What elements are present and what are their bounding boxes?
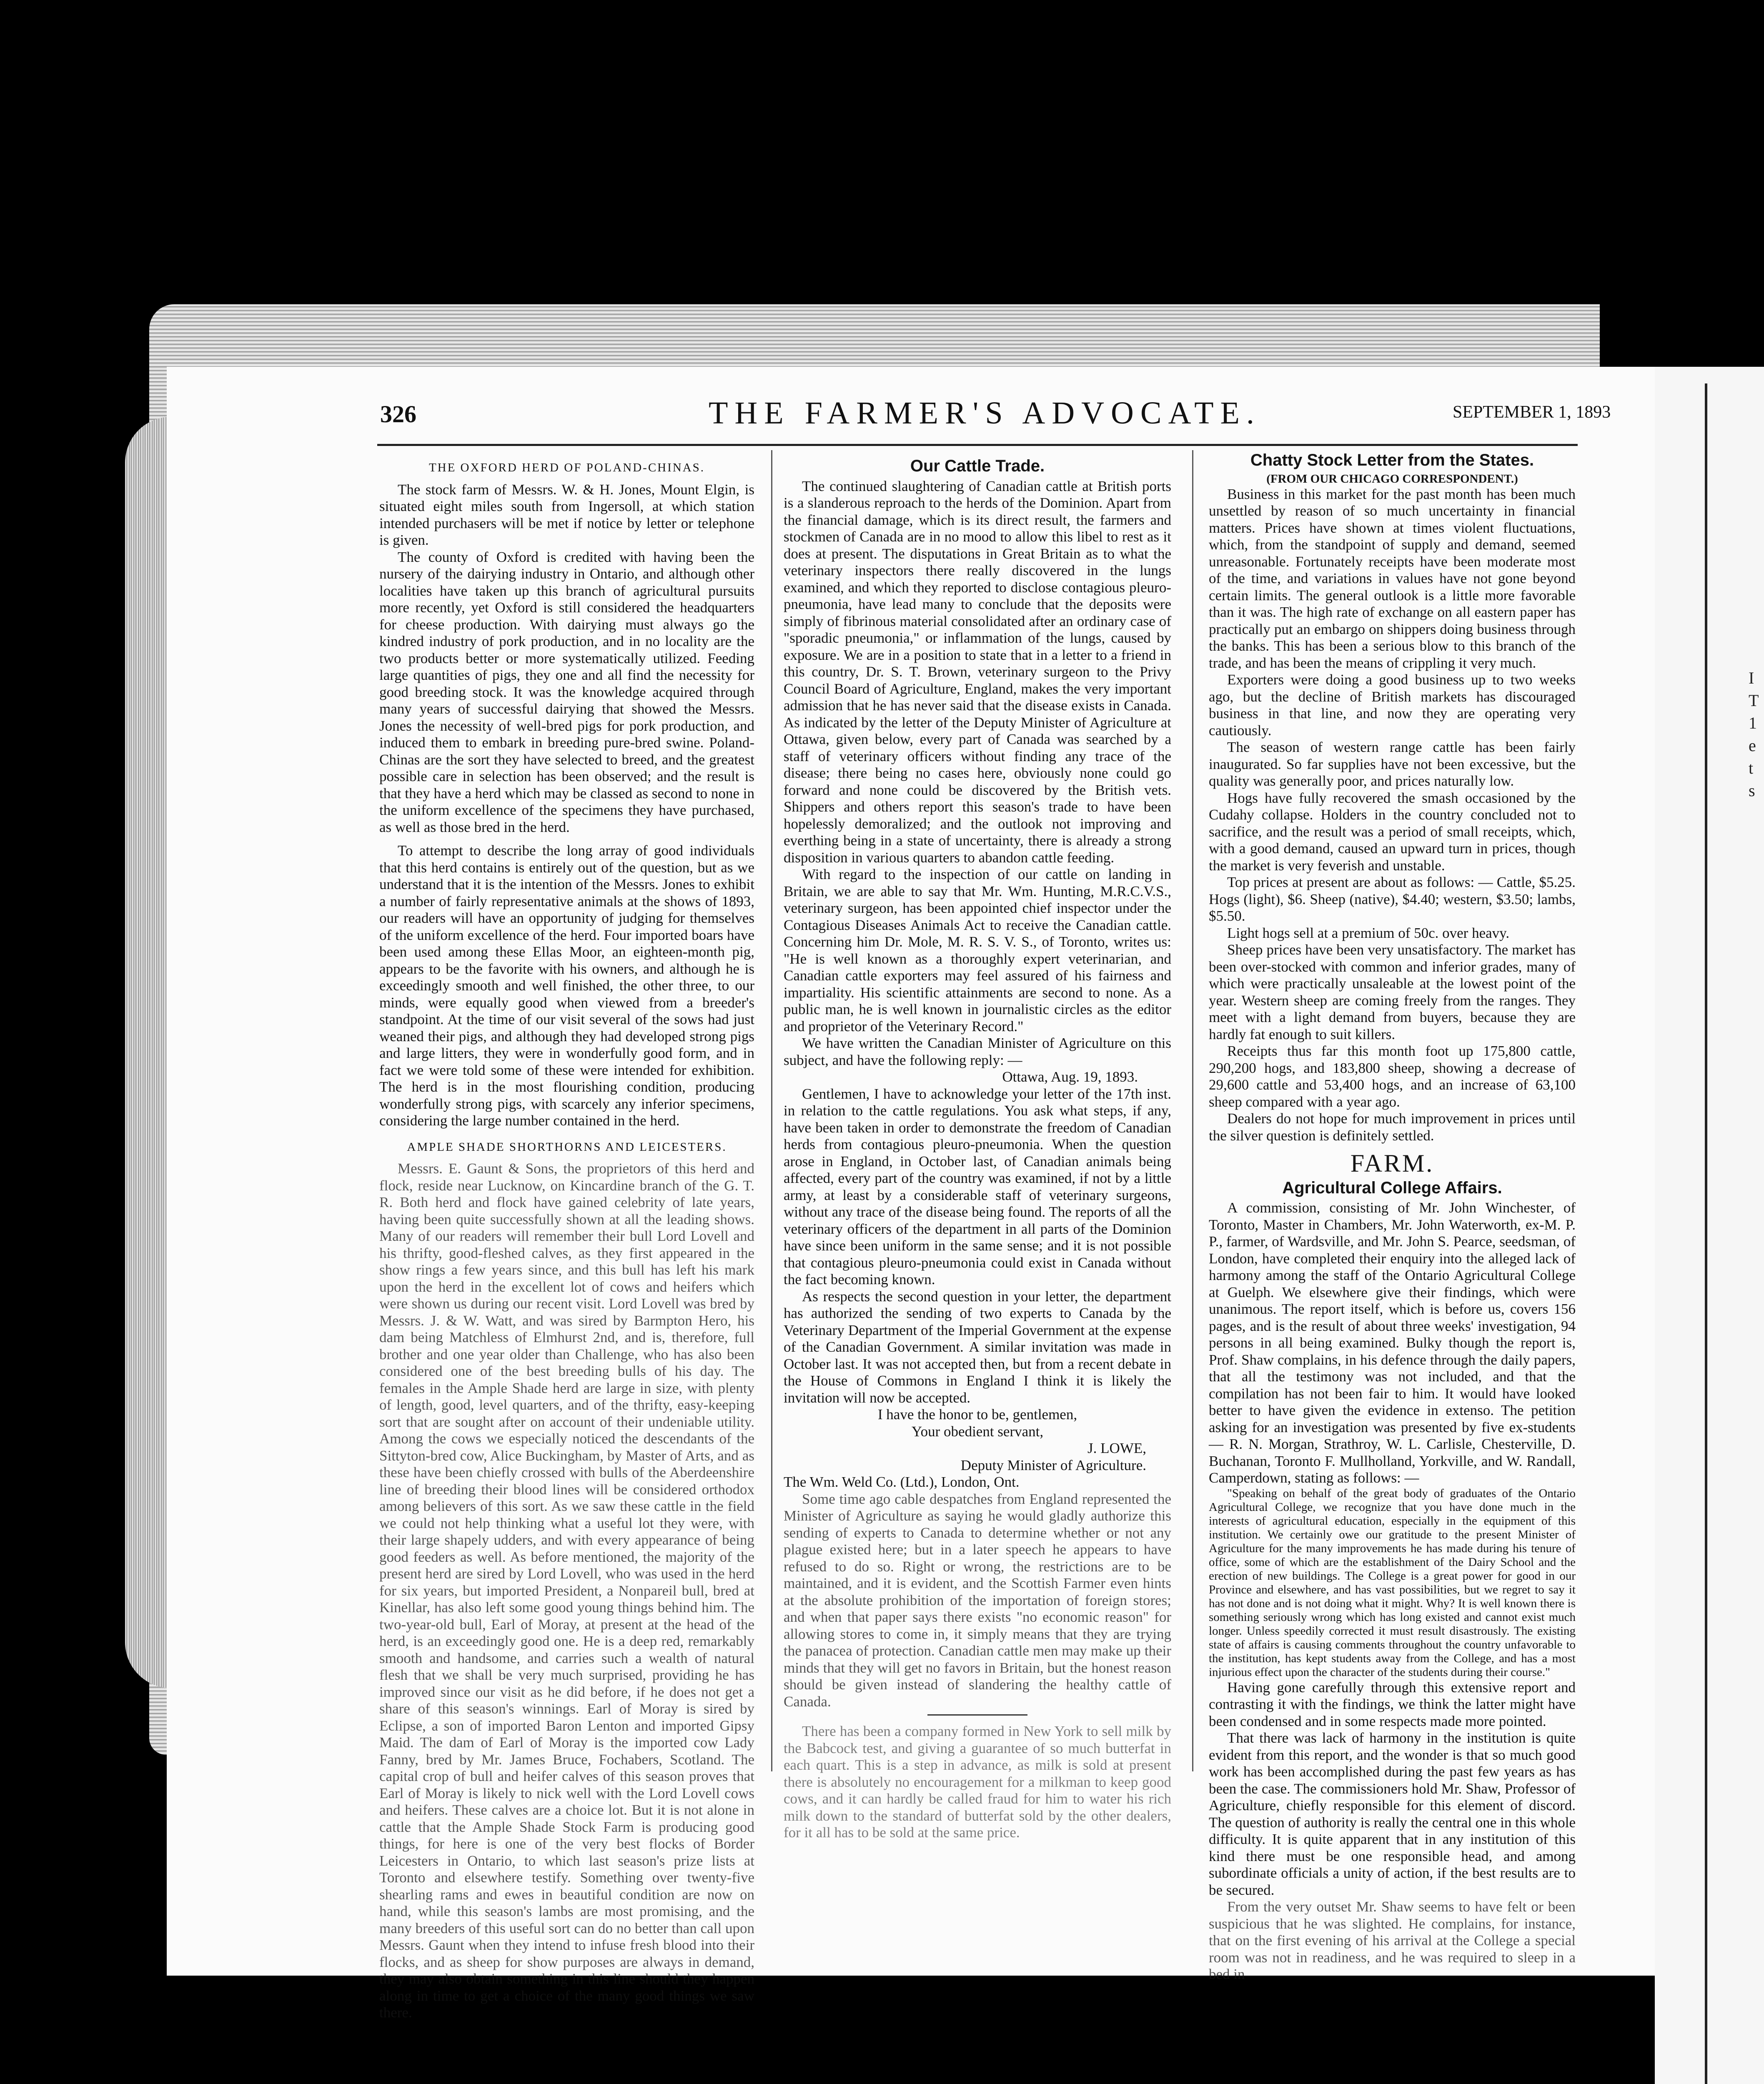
column-1 [379, 450, 754, 2021]
fragment: e [1749, 736, 1756, 755]
article-paragraph: There has been a company formed in New York to sell milk by the Babcock test, and giving a guarantee of so much butterfat in each quart. This is a step in advance, as milk is sold at present there is absolutely no encouragement for a milkman to keep good cows, and it can hardly be called fraud for him to water his rich milk down to the standard of butterfat sold by the other dealers, for it all has to be sold at the same price. [784, 1723, 1171, 1841]
article-paragraph: Light hogs sell at a premium of 50c. over heavy. [1227, 924, 1510, 941]
column-divider-1 [771, 450, 772, 1771]
column-2 [784, 450, 1171, 1841]
fragment: T [1749, 691, 1759, 710]
separator-rule [927, 1714, 1027, 1716]
letter-dateline: Ottawa, Aug. 19, 1893. [1002, 1069, 1138, 1085]
fragment: I [1749, 669, 1754, 687]
article-paragraph: A commission, consisting of Mr. John Winchester, of Toronto, Master in Chambers, Mr. John Waterworth, ex-M. P. P., farmer, of Wardsville, and Mr. John S. Pearce, seedsman, of London, have completed their enquiry into the alleged lack of harmony among the staff of the Ontario Agricultural College at Guelph. We elsewhere give their findings, which were unanimous. The report itself, which is before us, covers 156 pages, and is the result of about three weeks' investigation, 94 persons in all being examined. Bulky though the report is, Prof. Shaw complains, in his defence through the daily papers, that all the testimony was not included, and that the compilation has not been fair to him. It would have looked better to have given the evidence in extenso. The petition asking for an investigation was presented by five ex-students — R. N. Morgan, Strathroy, W. L. Carlisle, Chesterville, D. Buchanan, Toronto F. Mullholland, Yorkville, and W. Randall, Camperdown, stating as follows: — [1209, 1200, 1576, 1486]
article-paragraph: Top prices at present are about as follows: — Cattle, $5.25. Hogs (light), $6. Sheep (native), $4.40; western, $3.50; lambs, $5.50. [1209, 874, 1576, 924]
fragment: 1 [1749, 714, 1757, 732]
article-paragraph: Business in this market for the past month has been much unsettled by reason of so much uncertainty in financial matters. Prices have shown at times violent fluctuations, which, from the standpoint of supply and demand, seemed unreasonable. Fortunately receipts have been moderate most of the time, and variations in values have not gone beyond certain limits. The general outlook is a little more favorable than it was. The high rate of exchange on all eastern paper has practically put an embargo on shippers doing business through the banks. This has been a serious blow to this branch of the trade, and has been the means of crippling it very much. [1209, 486, 1576, 671]
section-title-farm: FARM. [1350, 1150, 1434, 1177]
letter-signer-title: Deputy Minister of Agriculture. [960, 1457, 1146, 1473]
article-subheading: (FROM OUR CHICAGO CORRESPONDENT.) [1266, 472, 1518, 486]
masthead-title: THE FARMER'S ADVOCATE. [709, 396, 1261, 431]
facing-page-edge [1655, 367, 1764, 2084]
article-paragraph: To attempt to describe the long array of good individuals that this herd contains is entirely out of the question, but as we understand that it is the intention of the Messrs. Jones to exhibit a number of fairly representative animals at the shows of 1893, our readers will have an opportunity of judging for themselves of the uniform excellence of the herd. Four imported boars have been used among these Ellas Moor, an eighteen-month pig, appears to be the favorite with his owners, and although he is exceedingly smooth and well finished, the other three, to our minds, were equally good when viewed from a breeder's standpoint. At the time of our visit several of the sows had just weaned their pigs, and although they had developed strong pigs and large litters, they were in wonderfully good form, and in fact we were told some of these were intended for exhibition. The herd is in the most flourishing condition, producing wonderfully strong pigs, with scarcely any inferior specimens, considering the large number contained in the herd. [379, 842, 754, 1129]
article-paragraph: The stock farm of Messrs. W. & H. Jones, Mount Elgin, is situated eight miles south from Ingersoll, at which station intended purchasers will be met if notice by letter or telephone is given. [379, 481, 754, 548]
column-divider-2 [1192, 450, 1193, 1771]
article-paragraph: Dealers do not hope for much improvement in prices until the silver question is definitely settled. [1209, 1110, 1576, 1144]
facing-page-text-fragments [1749, 667, 1759, 802]
book-spine-edge [125, 417, 171, 1688]
article-paragraph: Having gone carefully through this extensive report and contrasting it with the findings, we think the latter might have been condensed and in some respects made more pointed. [1209, 1679, 1576, 1729]
article-paragraph: Sheep prices have been very unsatisfactory. The market has been over-stocked with common and inferior grades, many of which were practically unsaleable at the lowest point of the year. Western sheep are coming freely from the ranges. They meet with a light demand from buyers, because they are hardly fat enough to suit killers. [1209, 942, 1576, 1042]
article-paragraph: The season of western range cattle has been fairly inaugurated. So far supplies have not been excessive, but the quality was generally poor, and prices naturally low. [1209, 739, 1576, 789]
letter-signer: J. LOWE, [1087, 1440, 1146, 1456]
letter-closing: I have the honor to be, gentlemen, [877, 1406, 1077, 1423]
article-paragraph: The continued slaughtering of Canadian cattle at British ports is a slanderous reproach to the herds of the Dominion. Apart from the financial damage, which is its direct result, the farmers and stockmen of Canada are in no mood to allow this libel to rest as it does at present. The disputations in Great Britain as to what the veterinary inspectors there really discovered in the lungs examined, and which they reported to disclose contagious pleuro-pneumonia, have lead many to conclude that the deposits were simply of fibrinous material consolidated after an ordinary case of "sporadic pneumonia," or inflammation of the lungs, caused by exposure. We are in a position to state that in a letter to a friend in this country, Dr. S. T. Brown, veterinary surgeon to the Privy Council Board of Agriculture, England, makes the very important admission that he has never said that the disease exists in Canada. As indicated by the letter of the Deputy Minister of Agriculture at Ottawa, given below, every part of Canada was searched by a staff of veterinary officers without finding any trace of the disease; there being no cases here, obviously none could go forward and none could be discovered by the British vets. Shippers and others report this season's trade to have been hopelessly demoralized; and the outlook not improving and everthing being in a state of uncertainty, there is already a strong disposition in various quarters to abandon cattle feeding. [784, 478, 1171, 866]
article-paragraph: Messrs. E. Gaunt & Sons, the proprietors of this herd and flock, reside near Lucknow, on Kincardine branch of the G. T. R. Both herd and flock have gained celebrity of late years, having been quite successfully shown at all the leading shows. Many of our readers will remember their bull Lord Lovell and his thrifty, good-fleshed calves, as they first appeared in the show rings a few years since, and this bull has left his mark upon the herd in the excellent lot of cows and heifers which were shown us during our recent visit. Lord Lovell was bred by Messrs. J. & W. Watt, and was sired by Barmpton Hero, his dam being Matchless of Elmhurst 2nd, and is, therefore, full brother and one year older than Challenge, who has also been considered one of the best breeding bulls of his day. The females in the Ample Shade herd are large in size, with plenty of length, good, level quarters, and of the thrifty, easy-keeping sort that are sought after on account of their undeniable utility. Among the cows we especially noticed the descendants of the Sittyton-bred cow, Alice Buckingham, by Master of Arts, and as these have been chiefly crossed with bulls of the Aberdeenshire line of breeding their blood lines will be considered orthodox among believers of this sort. As we saw these cattle in the field we could not help thinking what a useful lot they were, with their large shapely udders, and with every appearance of being good feeders as well. As before mentioned, the majority of the present herd are sired by Lord Lovell, who was used in the herd for six years, but imported President, a Nonpareil bull, bred at Kinellar, has also left some good young things behind him. The two-year-old bull, Earl of Moray, at present at the head of the herd, is an exceedingly good one. He is a deep red, remarkably smooth and handsome, and carries such a wealth of natural flesh that we shall be very much surprised, providing he has improved since our visit as he did before, if he does not get a share of this season's winnings. Earl of Moray is sired by Eclipse, a son of imported Baron Lenton and imported Gipsy Maid. The dam of Earl of Moray is the imported cow Lady Fanny, bred by Mr. James Bruce, Fochabers, Scotland. The capital crop of bull and heifer calves of this season proves that Earl of Moray is likely to nick well with the Lord Lovell cows and heifers. These calves are a choice lot. But it is not alone in cattle that the Ample Shade Stock Farm is producing good things, for here is one of the very best flocks of Border Leicesters in Ontario, to which last season's prize lists at Toronto and elsewhere testify. Something over twenty-five shearling rams and ewes in beautiful condition are now on hand, while this season's lambs are most promising, and the many breeders of this useful sort can do no better than call upon Messrs. Gaunt when they intend to infuse fresh blood into their flocks, and as sheep for show purposes are always in demand, they may also obtain something in this line should they happen along in time to get a choice of the many good things we saw there. [379, 1160, 754, 2021]
article-heading-ample-shade: AMPLE SHADE SHORTHORNS AND LEICESTERS. [407, 1140, 727, 1154]
article-paragraph: The county of Oxford is credited with having been the nursery of the dairying industry in Ontario, and although other localities have taken up this branch of agricultural pursuits more recently, yet Oxford is still considered the headquarters for cheese production. With dairying must always go the kindred industry of pork production, and in no locality are the two products better or more systematically utilized. Feeding large quantities of pigs, they one and all find the necessity for good breeding stock. It was the knowledge acquired through many years of successful dairying that showed the Messrs. Jones the necessity of well-bred pigs for pork production, and induced them to embark in breeding pure-bred swine. Poland-Chinas are the sort they have selected to breed, and the greatest possible care in selection has been observed; and the result is that they have a herd which may be classed as second to none in the uniform excellence of the specimens they have purchased, as well as those bred in the herd. [379, 549, 754, 835]
article-paragraph: That there was lack of harmony in the institution is quite evident from this report, and the wonder is that so much good work has been accomplished during the past few years as has been the case. The commissioners hold Mr. Shaw, Professor of Agriculture, chiefly responsible for this element of discord. The question of authority is really the central one in this whole difficulty. It is quite apparent that in any institution of this kind there must be one responsible head, and among subordinate officials a unity of action, if the best results are to be secured. [1209, 1730, 1576, 1898]
letter-addressee: The Wm. Weld Co. (Ltd.), London, Ont. [784, 1474, 1020, 1490]
header-rule [377, 444, 1578, 446]
article-paragraph: Some time ago cable despatches from England represented the Minister of Agriculture as saying he would gladly authorize this sending of experts to Canada to determine whether or not any plague existed here; but in a later speech he appears to have refused to do so. Right or wrong, the restrictions are to be maintained, and it is evident, and the Scottish Farmer even hints at the absolute prohibition of the importation of foreign stores; and when that paper says there exists "no economic reason" for allowing stores to come in, it simply means that they are trying the panacea of protection. Canadian cattle men may make up their minds that they will get no favors in Britain, but the honest reason should be given instead of slandering the healthy cattle of Canada. [784, 1490, 1171, 1710]
column-3 [1209, 450, 1576, 1983]
letter-paragraph: As respects the second question in your letter, the department has authorized the sending of two experts to Canada by the Veterinary Department of the Imperial Government at the expense of the Canadian Government. A similar invitation was made in October last. It was not accepted then, but from a recent debate in the House of Commons in England I think it is likely the invitation will now be accepted. [784, 1288, 1171, 1406]
fragment: t [1749, 759, 1754, 777]
article-heading-college-affairs: Agricultural College Affairs. [1282, 1178, 1502, 1197]
scan-border-top [0, 0, 1764, 121]
article-paragraph: We have written the Canadian Minister of Agriculture on this subject, and have the following reply: — [784, 1035, 1171, 1068]
article-paragraph: Receipts thus far this month foot up 175,800 cattle, 290,200 hogs, and 183,800 sheep, showing a decrease of 29,600 cattle and 53,400 hogs, and an increase of 63,100 sheep compared with a year ago. [1209, 1043, 1576, 1110]
fragment: s [1749, 781, 1755, 800]
article-paragraph: Hogs have fully recovered the smash occasioned by the Cudahy collapse. Holders in the country concluded not to sacrifice, and the result was a period of small receipts, which, with a good demand, caused an upward turn in prices, though the market is very feverish and unstable. [1209, 789, 1576, 874]
article-paragraph: Exporters were doing a good business up to two weeks ago, but the decline of British markets has discouraged business in that line, and now they are operating very cautiously. [1209, 671, 1576, 739]
letter-closing-2: Your obedient servant, [911, 1423, 1044, 1440]
page-number: 326 [380, 401, 416, 428]
article-paragraph: With regard to the inspection of our cattle on landing in Britain, we are able to say that Mr. Wm. Hunting, M.R.C.V.S., veterinary surgeon, has been appointed chief inspector under the Contagious Diseases Animals Act to receive the Canadian cattle. Concerning him Dr. Mole, M. R. S. V. S., of Toronto, writes us: "He is well known as a thoroughly expert veterinarian, and Canadian cattle exporters may feel assured of his fairness and impartiality. His scientific attainments are second to none. As a public man, he is well known in journalistic circles as the editor and proprietor of the Veterinary Record." [784, 866, 1171, 1034]
letter-paragraph: Gentlemen, I have to acknowledge your letter of the 17th inst. in relation to the cattle regulations. You ask what steps, if any, have been taken in order to demonstrate the freedom of Canadian herds from contagious pleuro-pneumonia. When the question arose in England, in October last, of Canadian animals being affected, every part of the country was examined, if not by a little army, at least by a considerable staff of veterinary surgeons, without any trace of the disease being found. The reports of all the veterinary officers of the department in all parts of the Dominion have since been uniform in the same sense; and it is not possible that contagious pleuro-pneumonia could exist in Canada without the fact becoming known. [784, 1085, 1171, 1287]
issue-date: SEPTEMBER 1, 1893 [1453, 403, 1611, 422]
article-paragraph: From the very outset Mr. Shaw seems to have felt or been suspicious that he was slighted. He complains, for instance, that on the first evening of his arrival at the College a special room was not in readiness, and he was required to sleep in a bed in [1209, 1899, 1576, 1982]
article-heading-oxford-herd: THE OXFORD HERD OF POLAND-CHINAS. [428, 461, 705, 474]
petition-quote: "Speaking on behalf of the great body of graduates of the Ontario Agricultural College, we recognize that you have done much in the interests of agricultural education, especially in the equipment of this institution. We certainly owe our gratitude to the present Minister of Agriculture for the many improvements he has made during his tenure of office, some of which are the establishment of the Dairy School and the erection of new buildings. The College is a great power for good in our Province and elsewhere, and has vast possibilities, but we regret to say it has not done and is not doing what it might. Why? It is well known there is something seriously wrong which has long existed and cannot exist much longer. Unless speedily corrected it must result disastrously. The existing state of affairs is causing comments throughout the country unfavorable to the institution, has kept students away from the College, and has a most injurious effect upon the character of the students during their course." [1209, 1486, 1576, 1679]
facing-page-gutter [1705, 383, 1707, 2084]
article-heading-cattle-trade: Our Cattle Trade. [910, 457, 1045, 475]
article-heading-chatty-stock: Chatty Stock Letter from the States. [1250, 451, 1534, 469]
